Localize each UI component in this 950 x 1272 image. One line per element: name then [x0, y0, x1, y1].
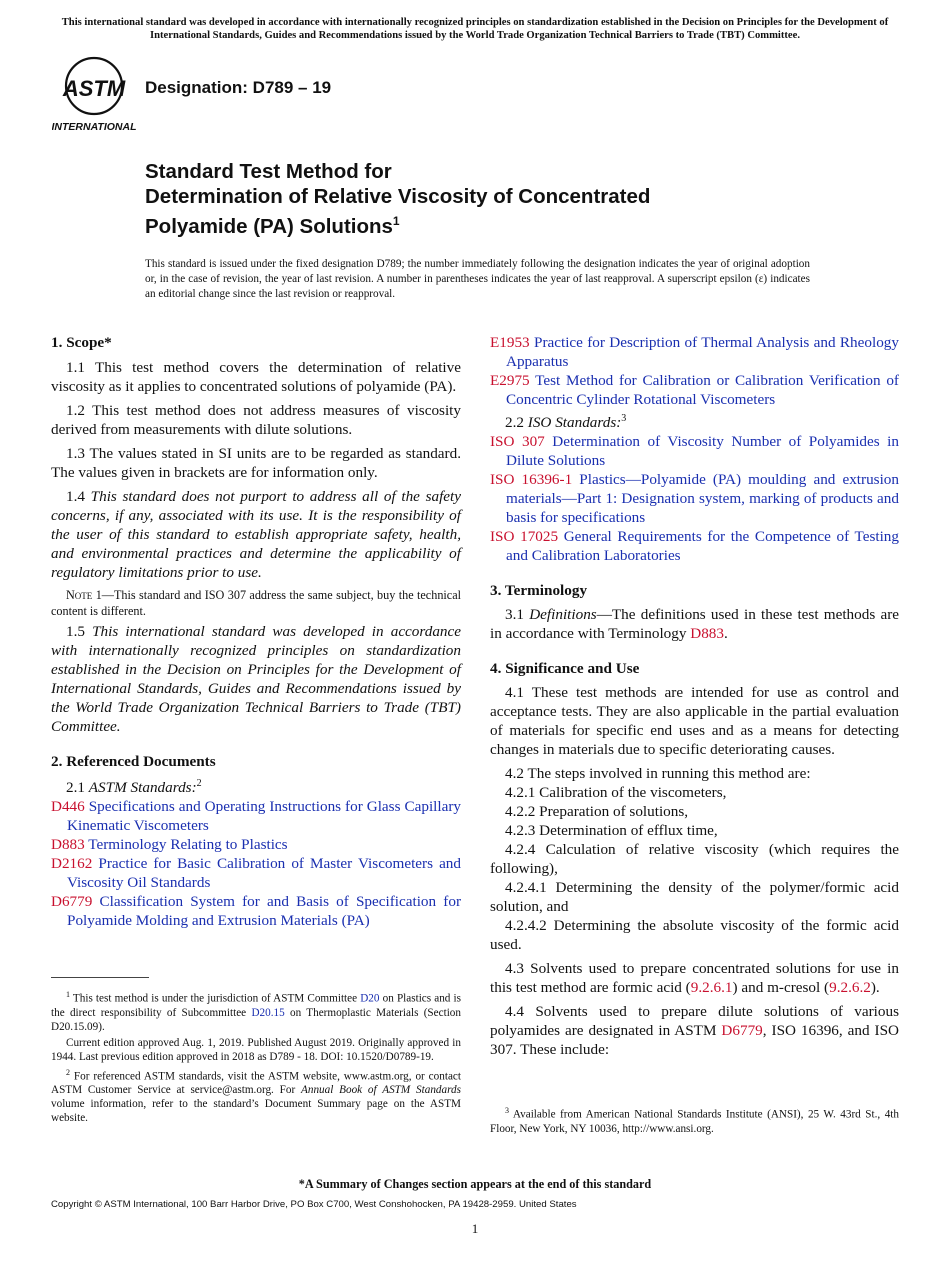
- paragraph-1-5: [51, 622, 461, 736]
- paragraph-4-3-text: ) and m-cresol (: [732, 979, 830, 997]
- link-9-2-6-2[interactable]: 9.2.6.2: [829, 979, 871, 997]
- right-column: [490, 333, 899, 1059]
- paragraph-4-2-4-1: 4.2.4.1 Determining the density of the polymer/formic acid solution, and: [490, 879, 899, 916]
- paragraph-4-2-2: 4.2.2 Preparation of solutions,: [505, 803, 689, 821]
- scope-heading: 1. Scope*: [51, 334, 112, 351]
- paragraph-3-1-end: .: [724, 625, 728, 643]
- paragraph-4-3-text: 4.3 Solvents used to prepare concentrated solutions for use in this test method are formic acid (: [490, 960, 899, 997]
- link-d20[interactable]: D20: [360, 992, 380, 1005]
- logo-letters: ASTM: [62, 76, 126, 101]
- reference-title[interactable]: Plastics—Polyamide (PA) moulding and extrusion materials—Part 1: Designation system, marking of products and basis for specifications: [506, 471, 899, 527]
- paragraph-3-1-number: 3.1: [505, 606, 524, 624]
- astm-logo: [52, 56, 136, 136]
- reference-code[interactable]: E1953: [490, 334, 530, 351]
- note-1-label: Note 1: [66, 588, 102, 602]
- title-footnote-mark: 1: [392, 214, 400, 228]
- reference-code[interactable]: D6779: [51, 893, 93, 911]
- paragraph-1-3: 1.3 The values stated in SI units are to be regarded as standard. The values given in brackets are for information only.: [51, 445, 461, 481]
- title-line-1: Standard Test Method for: [145, 160, 392, 183]
- reference-d446[interactable]: [51, 797, 461, 835]
- reference-title[interactable]: Determination of Viscosity Number of Polyamides in Dilute Solutions: [506, 433, 899, 470]
- link-d20-15[interactable]: D20.15: [251, 1006, 285, 1019]
- copyright: Copyright © ASTM International, 100 Barr Harbor Drive, PO Box C700, West Conshohocken, PA 19428-2959. United States: [51, 1199, 577, 1210]
- footnote-2-mark: 2: [66, 1067, 70, 1077]
- iso-standards-number: 2.2: [505, 414, 524, 432]
- footnote-3-text: Available from American National Standards Institute (ANSI), 25 W. 43rd St., 4th Floor, New York, NY 10036, http://www.ansi.org.: [490, 1108, 899, 1135]
- iso-standards-footnote: 3: [621, 413, 627, 424]
- reference-title[interactable]: Practice for Description of Thermal Analysis and Rheology Apparatus: [506, 334, 899, 370]
- paragraph-4-4-text: , ISO 16396, and ISO 307. These include:: [490, 1022, 899, 1059]
- title-line-2: Determination of Relative Viscosity of Concentrated: [145, 184, 651, 208]
- title-line-3: Polyamide (PA) Solutions: [145, 214, 393, 238]
- paragraph-1-1: 1.1 This test method covers the determination of relative viscosity as it applies to concentrated solutions of polyamide (PA).: [51, 359, 461, 395]
- referenced-documents-heading: 2. Referenced Documents: [51, 753, 216, 770]
- paragraph-3-1: [490, 605, 899, 643]
- footnote-2: [51, 1066, 461, 1126]
- iso-standards-label: [490, 409, 899, 432]
- iso-standards-text: ISO Standards:: [527, 414, 622, 432]
- link-d883[interactable]: D883: [690, 625, 724, 643]
- reference-code[interactable]: ISO 16396-1: [490, 471, 573, 489]
- footnote-1: [51, 988, 461, 1034]
- reference-code[interactable]: ISO 17025: [490, 528, 559, 546]
- footnote-1-mark: 1: [66, 990, 70, 999]
- paragraph-4-2-4-2: 4.2.4.2 Determining the absolute viscosity of the formic acid used.: [490, 917, 899, 954]
- astm-standards-footnote: 2: [196, 778, 202, 789]
- reference-code[interactable]: E2975: [490, 372, 530, 389]
- paragraph-4-2-3: 4.2.3 Determination of efflux time,: [505, 822, 718, 840]
- link-d6779[interactable]: D6779: [721, 1022, 763, 1040]
- left-column: [51, 333, 461, 930]
- summary-of-changes-note: *A Summary of Changes section appears at the end of this standard: [298, 1177, 652, 1191]
- paragraph-1-4: [51, 487, 461, 582]
- logo-word: INTERNATIONAL: [52, 121, 136, 133]
- paragraph-1-5-text: This international standard was developed in accordance with internationally recognized principles on standardization established in the Decision on Principles for the Development of International Standards, Guides and Recommendations issued by the World Trade Organization Technical Barriers to Trade (TBT) Committee.: [51, 623, 462, 735]
- reference-title[interactable]: General Requirements for the Competence of Testing and Calibration Laboratories: [506, 528, 899, 565]
- astm-standards-number: 2.1: [66, 779, 85, 797]
- terminology-heading: 3. Terminology: [490, 582, 588, 600]
- link-9-2-6-1[interactable]: 9.2.6.1: [690, 979, 733, 997]
- reference-iso-17025[interactable]: [490, 527, 899, 565]
- paragraph-1-2: 1.2 This test method does not address measures of viscosity derived from measurements with dilute solutions.: [51, 402, 461, 438]
- designation: Designation: D789 – 19: [145, 78, 332, 97]
- footnote-1-text: on Thermoplastic Materials (Section D20.15.09).: [51, 1006, 461, 1033]
- definitions-term: Definitions: [529, 606, 597, 624]
- paragraph-3-1-text: —The definitions used in these test methods are in accordance with Terminology: [490, 606, 900, 643]
- note-1-text: —This standard and ISO 307 address the same subject, buy the technical content is different.: [51, 588, 461, 618]
- reference-d2162[interactable]: [51, 854, 461, 892]
- reference-iso-307[interactable]: [490, 432, 899, 470]
- footnote-1-text: This test method is under the jurisdiction of ASTM Committee: [70, 992, 361, 1005]
- astm-standards-text: ASTM Standards:: [88, 779, 197, 797]
- paragraph-4-2-4: 4.2.4 Calculation of relative viscosity (which requires the following),: [490, 841, 899, 878]
- footnote-divider: [51, 977, 149, 978]
- paragraph-4-2: 4.2 The steps involved in running this method are:: [505, 765, 811, 783]
- reference-title[interactable]: Test Method for Calibration or Calibration Verification of Concentric Cylinder Rotational Viscometers: [506, 372, 899, 408]
- paragraph-1-4-text: This standard does not purport to address all of the safety concerns, if any, associated with its use. It is the responsibility of the user of this standard to establish appropriate safety, health, and environmental practices and determine the applicability of regulatory limitations prior to use.: [51, 488, 462, 581]
- footnote-3: [490, 1104, 899, 1136]
- page-number: 1: [471, 1221, 479, 1236]
- reference-d6779[interactable]: [51, 892, 461, 930]
- footnote-1-approval: Current edition approved Aug. 1, 2019. Published August 2019. Originally approved in 1944. Last previous edition approved in 2018 as D789 - 18. DOI: 10.1520/D0789-19.: [51, 1036, 461, 1063]
- top-notice: This international standard was developed in accordance with internationally recognized principles on standardization established in the Decision on Principles for the Development of International Standards, Guides and Recommendations issued by the World Trade Organization Technical Barriers to Trade (TBT) Committee.: [61, 17, 889, 41]
- reference-d883[interactable]: [51, 835, 461, 854]
- footnote-2-text: For referenced ASTM standards, visit the ASTM website, www.astm.org, or contact ASTM Customer Service at service@astm.org. For: [51, 1070, 461, 1097]
- paragraph-1-4-number: 1.4: [66, 488, 85, 505]
- paragraph-4-4-text: 4.4 Solvents used to prepare dilute solutions of various polyamides are designated in ASTM: [490, 1003, 899, 1040]
- reference-code[interactable]: D883: [51, 836, 85, 854]
- astm-standards-label: [51, 774, 461, 797]
- paragraph-4-2-1: 4.2.1 Calibration of the viscometers,: [505, 784, 727, 802]
- reference-code[interactable]: D446: [51, 798, 85, 816]
- footnote-2-text: volume information, refer to the standard’s Document Summary page on the ASTM website.: [51, 1098, 461, 1125]
- reference-code[interactable]: ISO 307: [490, 433, 545, 451]
- paragraph-4-1: 4.1 These test methods are intended for use as control and acceptance tests. They are also applicable in the partial evaluation of materials for specific end uses and as a means for detecting changes in materials due to specific deteriorating causes.: [490, 684, 899, 759]
- paragraph-4-3-text: ).: [870, 979, 880, 997]
- footnote-3-mark: 3: [505, 1106, 509, 1115]
- note-1: [51, 587, 461, 619]
- reference-title[interactable]: Classification System for and Basis of Specification for Polyamide Molding and Extrusion Materials (PA): [67, 893, 461, 930]
- footnote-2-italic: Annual Book of ASTM Standards: [301, 1084, 461, 1097]
- significance-heading: 4. Significance and Use: [490, 660, 640, 678]
- reference-code[interactable]: D2162: [51, 855, 93, 873]
- reference-iso-16396-1[interactable]: [490, 470, 899, 527]
- issued-note: This standard is issued under the fixed designation D789; the number immediately following the designation indicates the year of original adoption or, in the case of revision, the year of last revision. A number in parentheses indicates the year of last reapproval. A superscript epsilon (ε) indicates an editorial change since the last revision or reapproval.: [145, 258, 810, 300]
- reference-e2975[interactable]: [490, 371, 899, 409]
- document-title: [145, 160, 865, 239]
- paragraph-4-4: [490, 1002, 899, 1059]
- footnotes-right: [490, 1104, 899, 1136]
- footnotes-left: [51, 988, 461, 1125]
- footnote-1-text: on Plastics and is the direct responsibility of Subcommittee: [51, 992, 461, 1019]
- reference-e1953[interactable]: [490, 333, 899, 371]
- paragraph-1-5-number: 1.5: [66, 623, 85, 640]
- reference-title[interactable]: Practice for Basic Calibration of Master Viscometers and Viscosity Oil Standards: [67, 855, 461, 892]
- reference-title[interactable]: Terminology Relating to Plastics: [88, 836, 288, 854]
- reference-title[interactable]: Specifications and Operating Instructions for Glass Capillary Kinematic Viscometers: [67, 798, 461, 835]
- paragraph-4-3: [490, 959, 899, 997]
